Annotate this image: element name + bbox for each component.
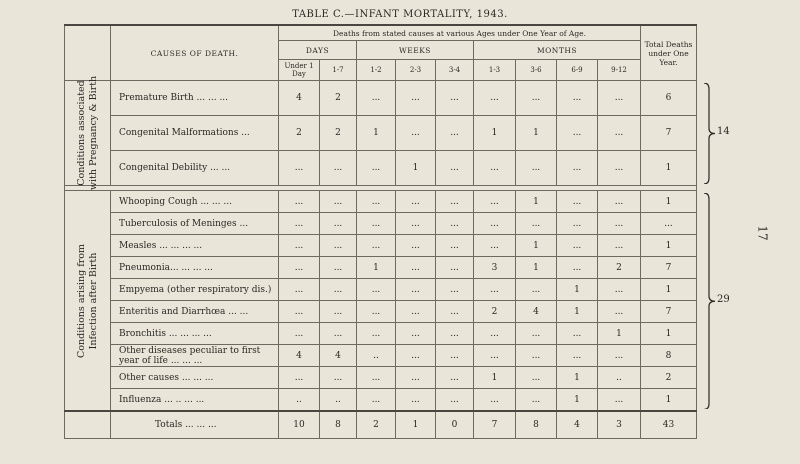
- value-cell: ...: [557, 323, 598, 345]
- group-label: [76, 76, 100, 190]
- grand-total-cell: 43: [641, 411, 697, 439]
- value-cell: ...: [396, 279, 436, 301]
- value-cell: ...: [474, 345, 516, 367]
- group-brace-path: [704, 193, 715, 410]
- group-label-cell: [65, 75, 111, 191]
- row-total-cell: 1: [641, 151, 697, 186]
- value-cell: ...: [436, 235, 474, 257]
- header-age-2: 1-2: [357, 60, 396, 81]
- value-cell: ...: [516, 81, 557, 116]
- header-age-6: 3-6: [516, 60, 557, 81]
- value-cell: ...: [598, 81, 641, 116]
- header-age-7: 6-9: [557, 60, 598, 81]
- value-cell: ...: [396, 213, 436, 235]
- row-total-cell: 7: [641, 257, 697, 279]
- totals-label: Totals ... ... ...: [111, 411, 279, 439]
- value-cell: ...: [436, 279, 474, 301]
- header-total: Total Deaths under One Year.: [641, 25, 697, 81]
- value-cell: ...: [598, 301, 641, 323]
- value-cell: ...: [436, 389, 474, 412]
- value-cell: ..: [598, 367, 641, 389]
- value-cell: 4: [279, 345, 320, 367]
- value-cell: ...: [320, 279, 357, 301]
- header-age-0: Under 1 Day: [279, 60, 320, 81]
- table-row: [65, 257, 697, 279]
- value-cell: ...: [396, 389, 436, 412]
- value-cell: ...: [279, 151, 320, 186]
- row-total-cell: 8: [641, 345, 697, 367]
- value-cell: 2: [320, 81, 357, 116]
- header-age-1: 1-7: [320, 60, 357, 81]
- value-cell: ...: [279, 213, 320, 235]
- value-cell: ...: [557, 235, 598, 257]
- value-cell: ...: [320, 213, 357, 235]
- value-cell: 1: [357, 116, 396, 151]
- value-cell: ...: [320, 257, 357, 279]
- value-cell: ...: [357, 279, 396, 301]
- value-cell: ...: [436, 151, 474, 186]
- value-cell: ...: [474, 151, 516, 186]
- cause-label: Tuberculosis of Meninges ...: [111, 213, 279, 235]
- value-cell: ...: [598, 279, 641, 301]
- value-cell: ...: [279, 367, 320, 389]
- value-cell: ...: [516, 323, 557, 345]
- value-cell: 1: [516, 116, 557, 151]
- value-cell: ...: [557, 151, 598, 186]
- row-total-cell: 1: [641, 323, 697, 345]
- value-cell: ...: [357, 151, 396, 186]
- cause-label: Enteritis and Diarrhœa ... ...: [111, 301, 279, 323]
- value-cell: ...: [516, 279, 557, 301]
- value-cell: ...: [396, 301, 436, 323]
- table-row: [65, 235, 697, 257]
- value-cell: ...: [598, 116, 641, 151]
- group-brace-total: 29: [717, 293, 730, 305]
- table-row: [65, 345, 697, 367]
- value-cell: ..: [279, 389, 320, 412]
- group-label-cell: [65, 191, 111, 412]
- value-cell: ...: [357, 213, 396, 235]
- value-cell: 2: [279, 116, 320, 151]
- table-title: TABLE C.—INFANT MORTALITY, 1943.: [292, 9, 508, 20]
- table-row: [65, 389, 697, 412]
- value-cell: 1: [516, 235, 557, 257]
- table-row: [65, 191, 697, 213]
- value-cell: ...: [436, 323, 474, 345]
- cause-label: Whooping Cough ... ... ...: [111, 191, 279, 213]
- value-cell: ...: [396, 367, 436, 389]
- value-cell: ...: [357, 367, 396, 389]
- cause-label: Influenza ... .. ... ...: [111, 389, 279, 412]
- group-brace: [703, 193, 717, 410]
- header-age-8: 9-12: [598, 60, 641, 81]
- row-total-cell: 6: [641, 81, 697, 116]
- value-cell: ...: [474, 279, 516, 301]
- cause-label: Measles ... ... ... ...: [111, 235, 279, 257]
- value-cell: ...: [357, 301, 396, 323]
- header-age-3: 2-3: [396, 60, 436, 81]
- infant-mortality-table: [64, 24, 697, 439]
- totals-value-cell: 1: [396, 411, 436, 439]
- value-cell: ...: [474, 191, 516, 213]
- value-cell: 1: [516, 191, 557, 213]
- cause-label: Other causes ... ... ...: [111, 367, 279, 389]
- value-cell: ...: [598, 191, 641, 213]
- value-cell: ...: [436, 116, 474, 151]
- value-cell: ...: [516, 151, 557, 186]
- value-cell: ...: [279, 279, 320, 301]
- cause-label: Premature Birth ... ... ...: [111, 81, 279, 116]
- value-cell: ...: [598, 213, 641, 235]
- value-cell: ...: [396, 235, 436, 257]
- value-cell: ...: [557, 257, 598, 279]
- totals-value-cell: 2: [357, 411, 396, 439]
- value-cell: 1: [557, 367, 598, 389]
- value-cell: ...: [357, 191, 396, 213]
- value-cell: ...: [396, 81, 436, 116]
- table-row: [65, 301, 697, 323]
- value-cell: ...: [436, 301, 474, 323]
- group-label-line-1: Conditions associated: [75, 80, 87, 186]
- row-total-cell: 7: [641, 301, 697, 323]
- group-brace-total: 14: [717, 126, 730, 137]
- table-row: [65, 116, 697, 151]
- value-cell: ...: [474, 323, 516, 345]
- value-cell: ...: [320, 323, 357, 345]
- value-cell: ...: [557, 345, 598, 367]
- header-deaths-from: Deaths from stated causes at various Ages under One Year of Age.: [279, 25, 641, 41]
- value-cell: 2: [320, 116, 357, 151]
- table-row: [65, 323, 697, 345]
- value-cell: 1: [474, 116, 516, 151]
- totals-value-cell: 0: [436, 411, 474, 439]
- value-cell: ...: [516, 367, 557, 389]
- value-cell: ...: [396, 323, 436, 345]
- page-number: 17: [755, 225, 770, 241]
- value-cell: ...: [436, 191, 474, 213]
- value-cell: ...: [557, 116, 598, 151]
- value-cell: ...: [357, 81, 396, 116]
- value-cell: 4: [320, 345, 357, 367]
- value-cell: ..: [357, 345, 396, 367]
- value-cell: 1: [598, 323, 641, 345]
- totals-value-cell: 4: [557, 411, 598, 439]
- totals-value-cell: 10: [279, 411, 320, 439]
- cause-label: Pneumonia... ... ... ...: [111, 257, 279, 279]
- value-cell: ...: [320, 191, 357, 213]
- value-cell: 3: [474, 257, 516, 279]
- group-brace-path: [704, 83, 715, 184]
- value-cell: ...: [279, 191, 320, 213]
- group-label-line-1: Conditions arising from: [75, 243, 87, 358]
- totals-value-cell: 3: [598, 411, 641, 439]
- value-cell: ...: [436, 257, 474, 279]
- value-cell: ...: [320, 235, 357, 257]
- row-total-cell: 2: [641, 367, 697, 389]
- header-months: MONTHS: [474, 41, 641, 60]
- totals-corner: [65, 411, 111, 439]
- value-cell: ...: [279, 323, 320, 345]
- value-cell: ...: [557, 213, 598, 235]
- value-cell: ...: [598, 389, 641, 412]
- header-age-5: 1-3: [474, 60, 516, 81]
- group-brace: [703, 83, 717, 184]
- value-cell: ...: [357, 389, 396, 412]
- value-cell: ...: [474, 81, 516, 116]
- value-cell: ...: [598, 151, 641, 186]
- value-cell: ...: [436, 367, 474, 389]
- header-weeks: WEEKS: [357, 41, 474, 60]
- row-total-cell: ...: [641, 213, 697, 235]
- value-cell: ...: [516, 213, 557, 235]
- totals-row: [65, 411, 697, 439]
- value-cell: ...: [598, 345, 641, 367]
- value-cell: ...: [598, 235, 641, 257]
- value-cell: ...: [279, 235, 320, 257]
- value-cell: 4: [279, 81, 320, 116]
- totals-value-cell: 8: [320, 411, 357, 439]
- value-cell: ...: [396, 191, 436, 213]
- value-cell: 1: [357, 257, 396, 279]
- value-cell: ...: [357, 235, 396, 257]
- cause-label: Congenital Malformations ...: [111, 116, 279, 151]
- header-age-4: 3-4: [436, 60, 474, 81]
- value-cell: 1: [557, 279, 598, 301]
- table-row: [65, 213, 697, 235]
- value-cell: ...: [474, 213, 516, 235]
- value-cell: 1: [516, 257, 557, 279]
- value-cell: ...: [357, 323, 396, 345]
- value-cell: ...: [279, 301, 320, 323]
- cause-label: Other diseases peculiar to first year of life ... ... ...: [111, 345, 279, 367]
- totals-value-cell: 7: [474, 411, 516, 439]
- value-cell: ...: [474, 389, 516, 412]
- totals-value-cell: 8: [516, 411, 557, 439]
- value-cell: ...: [320, 367, 357, 389]
- value-cell: ...: [436, 213, 474, 235]
- table-row: [65, 367, 697, 389]
- value-cell: ...: [557, 191, 598, 213]
- header-days: DAYS: [279, 41, 357, 60]
- value-cell: ...: [396, 345, 436, 367]
- group-label-line-2: with Pregnancy & Birth: [87, 75, 99, 191]
- group-label: [76, 244, 100, 358]
- row-total-cell: 1: [641, 279, 697, 301]
- value-cell: 2: [474, 301, 516, 323]
- value-cell: 1: [396, 151, 436, 186]
- value-cell: ...: [516, 389, 557, 412]
- value-cell: ..: [320, 389, 357, 412]
- row-total-cell: 1: [641, 235, 697, 257]
- value-cell: ...: [396, 257, 436, 279]
- group-label-line-2: Infection after Birth: [87, 252, 99, 349]
- value-cell: ...: [320, 151, 357, 186]
- value-cell: ...: [436, 81, 474, 116]
- value-cell: 4: [516, 301, 557, 323]
- cause-label: Empyema (other respiratory dis.): [111, 279, 279, 301]
- value-cell: ...: [396, 116, 436, 151]
- value-cell: ...: [557, 81, 598, 116]
- value-cell: 1: [557, 389, 598, 412]
- value-cell: ...: [320, 301, 357, 323]
- table-row: [65, 151, 697, 186]
- cause-label: Congenital Debility ... ...: [111, 151, 279, 186]
- table-row: [65, 81, 697, 116]
- value-cell: 1: [557, 301, 598, 323]
- value-cell: 1: [474, 367, 516, 389]
- value-cell: ...: [436, 345, 474, 367]
- header-causes: CAUSES OF DEATH.: [111, 25, 279, 81]
- value-cell: ...: [474, 235, 516, 257]
- row-total-cell: 7: [641, 116, 697, 151]
- value-cell: ...: [279, 257, 320, 279]
- value-cell: 2: [598, 257, 641, 279]
- header-corner: [65, 25, 111, 81]
- value-cell: ...: [516, 345, 557, 367]
- row-total-cell: 1: [641, 191, 697, 213]
- row-total-cell: 1: [641, 389, 697, 412]
- cause-label: Bronchitis ... ... ... ...: [111, 323, 279, 345]
- table-row: [65, 279, 697, 301]
